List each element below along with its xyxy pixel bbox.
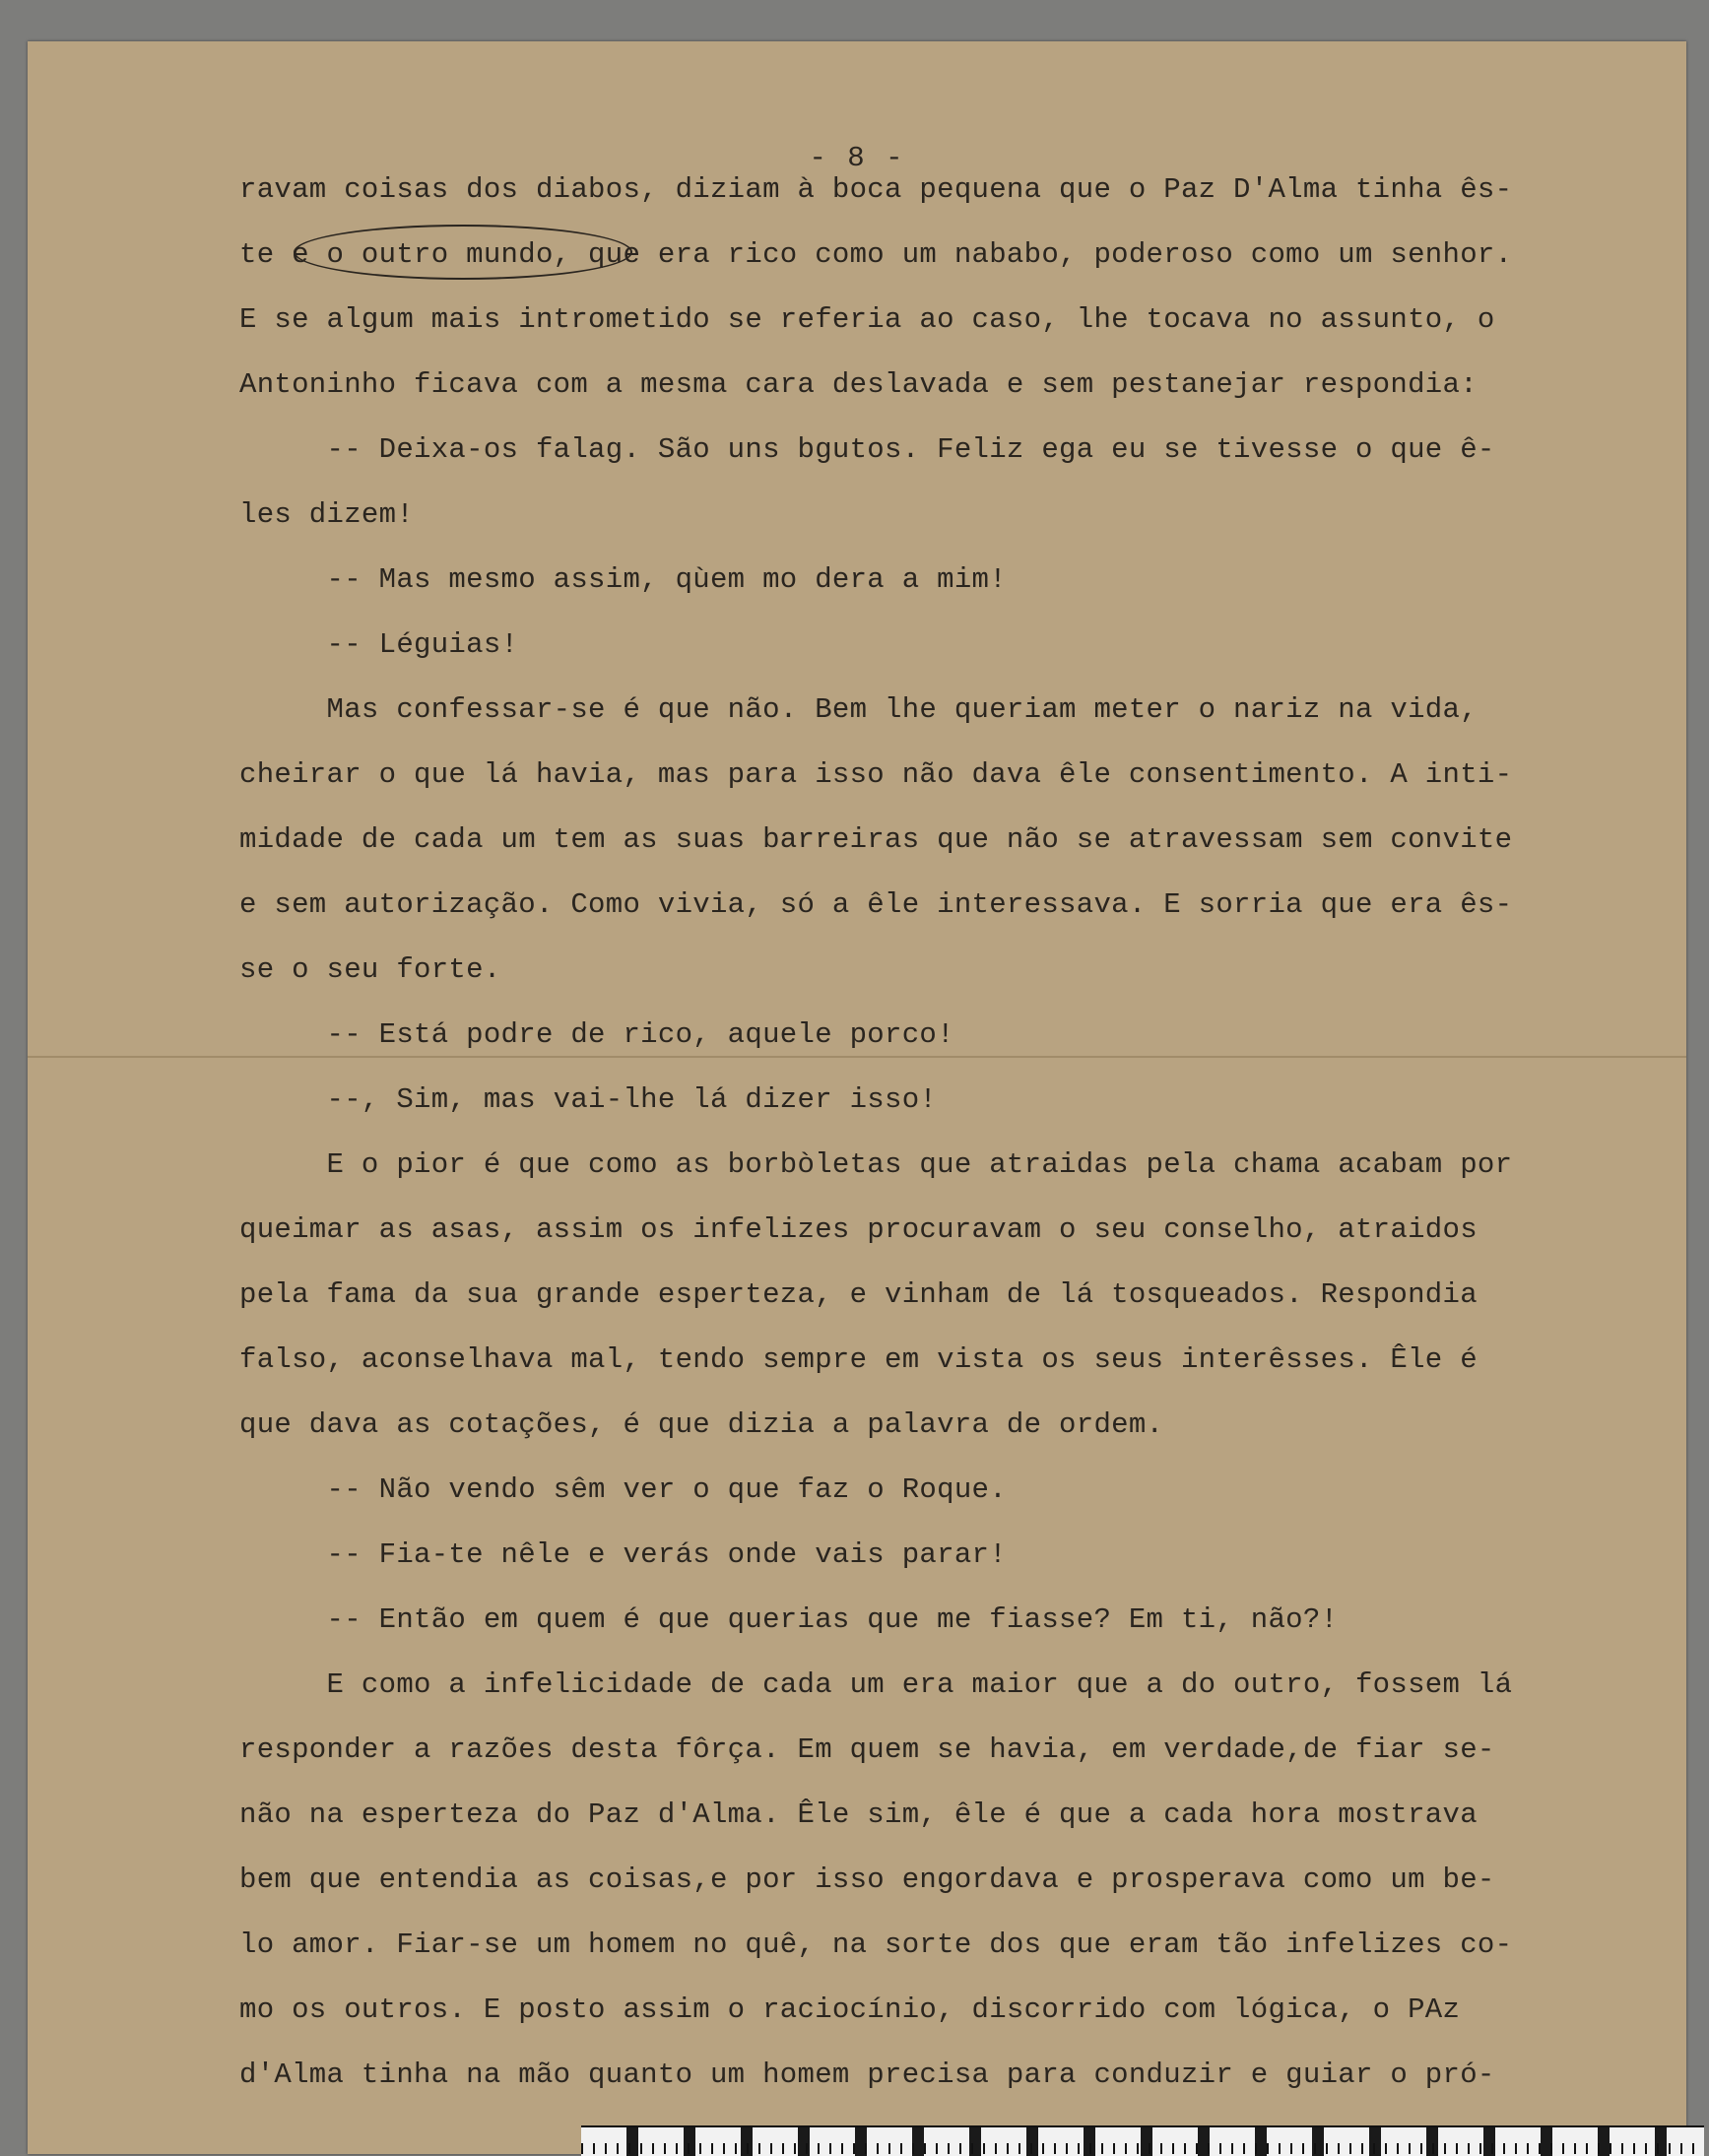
text-line: -- Deixa-os falag. São uns bgutos. Feliz ega eu se tivesse o que ê- <box>239 433 1495 466</box>
text-line: cheirar o que lá havia, mas para isso não dava êle consentimento. A inti- <box>239 758 1513 791</box>
text-line: -- Então em quem é que querias que me fiasse? Em ti, não?! <box>239 1603 1339 1636</box>
text-line: pela fama da sua grande esperteza, e vinham de lá tosqueados. Respondia <box>239 1278 1478 1311</box>
text-line: se o seu forte. <box>239 953 501 986</box>
text-line: e sem autorização. Como vivia, só a êle interessava. E sorria que era ês- <box>239 888 1513 921</box>
text-line: queimar as asas, assim os infelizes procuravam o seu conselho, atraidos <box>239 1213 1478 1246</box>
text-line: -- Léguias! <box>239 628 519 661</box>
text-line: Mas confessar-se é que não. Bem lhe queriam meter o nariz na vida, <box>239 693 1478 726</box>
scale-ruler-ticks <box>581 2143 1704 2154</box>
text-line: -- Está podre de rico, aquele porco! <box>239 1018 954 1051</box>
text-line: ravam coisas dos diabos, diziam à boca pequena que o Paz D'Alma tinha ês- <box>239 173 1513 206</box>
text-line: que dava as cotações, é que dizia a palavra de ordem. <box>239 1408 1164 1441</box>
text-line: te e o outro mundo, que era rico como um nababo, poderoso como um senhor. <box>239 238 1513 271</box>
text-line: -- Fia-te nêle e verás onde vais parar! <box>239 1538 1007 1571</box>
text-line: E o pior é que como as borbòletas que atraidas pela chama acabam por <box>239 1148 1513 1181</box>
text-line: Antoninho ficava com a mesma cara deslavada e sem pestanejar respondia: <box>239 368 1478 401</box>
text-line: lo amor. Fiar-se um homem no quê, na sorte dos que eram tão infelizes co- <box>239 1928 1513 1961</box>
typewritten-page <box>28 41 1686 2154</box>
text-line: midade de cada um tem as suas barreiras que não se atravessam sem convite <box>239 823 1513 856</box>
paper-fold-line <box>28 1056 1686 1058</box>
text-line: falso, aconselhava mal, tendo sempre em vista os seus interêsses. Êle é <box>239 1343 1478 1376</box>
text-line: d'Alma tinha na mão quanto um homem precisa para conduzir e guiar o pró- <box>239 2058 1495 2091</box>
text-line: -- Não vendo sêm ver o que faz o Roque. <box>239 1473 1007 1506</box>
text-line: --, Sim, mas vai-lhe lá dizer isso! <box>239 1083 938 1116</box>
page-number: - 8 - <box>809 142 905 174</box>
text-line: les dizem! <box>239 498 415 531</box>
text-line: -- Mas mesmo assim, qùem mo dera a mim! <box>239 563 1007 596</box>
text-line: responder a razões desta fôrça. Em quem se havia, em verdade,de fiar se- <box>239 1733 1495 1766</box>
text-line: E se algum mais intrometido se referia ao caso, lhe tocava no assunto, o <box>239 303 1495 336</box>
text-line: não na esperteza do Paz d'Alma. Êle sim, êle é que a cada hora mostrava <box>239 1798 1478 1831</box>
handwritten-circle-mark <box>294 225 632 280</box>
text-line: mo os outros. E posto assim o raciocínio, discorrido com lógica, o PAz <box>239 1993 1461 2026</box>
text-line: bem que entendia as coisas,e por isso engordava e prosperava como um be- <box>239 1863 1495 1896</box>
text-line: E como a infelicidade de cada um era maior que a do outro, fossem lá <box>239 1668 1513 1701</box>
